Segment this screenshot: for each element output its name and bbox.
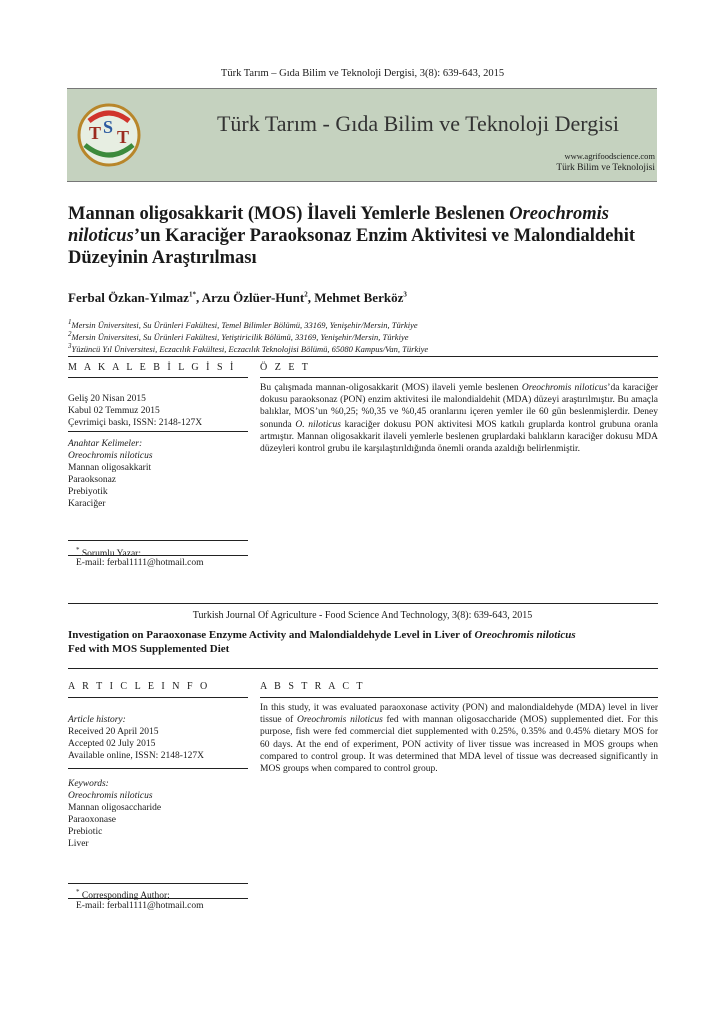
tr-abstract-species-short: O. niloticus: [295, 419, 341, 430]
author-1-sup: 1*: [188, 290, 196, 299]
tr-abstract-s1: Bu çalışmada mannan-oligosakkarit (MOS) ilaveli yemle beslenen: [260, 383, 522, 393]
en-info-heading: A R T I C L E I N F O: [68, 681, 210, 692]
en-abstract-s1: In this study, it was evaluated paraoxonase activity (PON) and malondialdehyde (MDA) level in liver tissue of: [260, 703, 658, 726]
en-keyword: Mannan oligosaccharide: [68, 803, 162, 813]
tr-abstract-text: [260, 382, 658, 455]
title-tr-part2: ’un Karaciğer Paraoksonaz Enzim Aktivitesi ve Malondialdehit Düzeyinin Araştırılması: [68, 226, 636, 268]
tr-keywords-label: Anahtar Kelimeler:: [68, 439, 143, 449]
running-head: Türk Tarım – Gıda Bilim ve Teknoloji Dergisi, 3(8): 639-643, 2015: [220, 68, 505, 79]
en-keywords: [68, 778, 253, 850]
tr-keyword: Karaciğer: [68, 499, 106, 509]
en-keyword: Oreochromis niloticus: [68, 791, 153, 801]
journal-url[interactable]: www.agrifoodscience.com: [564, 151, 655, 161]
en-keyword: Prebiotic: [68, 827, 103, 837]
affiliation-3-text: Yüzüncü Yıl Üniversitesi, Eczacılık Fakültesi, Eczacılık Teknolojisi Bölümü, 65080 Kampus/Van, Türkiye: [71, 343, 429, 354]
tr-info-heading: M A K A L E B İ L G İ S İ: [68, 362, 236, 373]
tr-abstract-heading: Ö Z E T: [260, 362, 311, 373]
journal-banner: [67, 88, 657, 182]
author-2: Arzu Özlüer-Hunt: [201, 290, 305, 305]
tr-accepted: Kabul 02 Temmuz 2015: [68, 406, 160, 416]
en-keyword: Paraoxonase: [68, 815, 117, 825]
tr-corr-email[interactable]: E-mail: ferbal1111@hotmail.com: [76, 558, 204, 568]
divider: [68, 555, 248, 556]
affiliation-2: [68, 330, 409, 342]
article-title-en: [68, 628, 658, 656]
divider: [68, 431, 248, 432]
journal-logo: [75, 101, 143, 169]
title-en-part1: Investigation on Paraoxonase Enzyme Activity and Malondialdehyde Level in Liver of: [68, 629, 475, 641]
logo-letter-t2: T: [117, 127, 130, 147]
tr-online: Çevrimiçi baskı, ISSN: 2148-127X: [68, 418, 203, 428]
title-tr-part1: Mannan oligosakkarit (MOS) İlaveli Yemlerle Beslenen: [68, 204, 510, 224]
en-corr-email[interactable]: E-mail: ferbal1111@hotmail.com: [76, 901, 204, 911]
affiliation-1: [68, 318, 418, 330]
en-accepted: Accepted 02 July 2015: [68, 739, 156, 749]
author-list: Ferbal Özkan-Yılmaz$^{1*}$, Arzu Özlüer-Hunt$^2$, Mehmet Berköz$^3$: [68, 290, 407, 305]
en-history-label: Article history:: [68, 715, 126, 725]
en-received: Received 20 April 2015: [68, 727, 159, 737]
tr-keyword: Mannan oligosakkarit: [68, 463, 152, 473]
divider: [68, 668, 658, 669]
divider: [68, 356, 658, 357]
affiliation-1-num: 1: [68, 318, 72, 326]
tr-keyword: Oreochromis niloticus: [68, 451, 153, 461]
divider: [68, 883, 248, 884]
tr-keywords: [68, 438, 253, 510]
affiliation-1-text: Mersin Üniversitesi, Su Ürünleri Fakültesi, Temel Bilimler Bölümü, 33169, Yenişehir/Mersin, Türkiye: [71, 319, 418, 330]
logo-letter-t1: T: [89, 123, 102, 143]
divider: [260, 697, 658, 698]
en-online: Available online, ISSN: 2148-127X: [68, 751, 204, 761]
divider: [68, 540, 248, 541]
journal-title: Türk Tarım - Gıda Bilim ve Teknoloji Dergisi: [216, 111, 619, 136]
tr-corr-label: Sorumlu Yazar:: [81, 549, 141, 560]
tr-abstract-s3: karaciğer dokusu PON aktivitesi MOS katkılı gruplarda kontrol grubuna oranla artmıştır. Mannan oligosakkarit ilaveli yemlerle beslenen gruplardaki balıkların karaciğer dokusu MDA düzeyleri kontrol grubu ile karşılaştırıldığında önemli oranda azaldığı belirlenmiştir.: [260, 419, 658, 455]
affiliation-3-num: 3: [68, 342, 72, 350]
tr-article-dates: [68, 393, 253, 429]
tr-abstract-species: Oreochromis niloticus: [521, 383, 608, 393]
divider: [260, 377, 658, 378]
affiliation-3: [68, 342, 428, 354]
article-title-tr: [68, 203, 658, 269]
divider: [68, 603, 658, 604]
tr-abstract-s2: ’da karaciğer dokusu paraoksonaz (PON) enzim aktivitesi ile malondialdehit (MDA) düzeyi araştırılmıştır. Bu amaçla balıklar, MOS’un %0,25; %0,35 ve %0,45 oranlarını içeren yemler ile 60 gün beslenmişlerdir. Deney sonunda: [260, 383, 659, 430]
running-head-en: Turkish Journal Of Agriculture - Food Science And Technology, 3(8): 639-643, 2015: [192, 610, 533, 621]
tr-corresponding: * Sorumlu Yazar:: [76, 546, 141, 560]
journal-publisher: Türk Bilim ve Teknolojisi: [556, 163, 655, 173]
title-en-part2: Fed with MOS Supplemented Diet: [68, 643, 230, 655]
title-en-species: Oreochromis niloticus: [474, 629, 576, 641]
affiliation-2-num: 2: [68, 330, 72, 338]
author-3: Mehmet Berköz: [314, 290, 404, 305]
tr-keyword: Paraoksonaz: [68, 475, 117, 485]
en-abstract-species: Oreochromis niloticus: [296, 715, 383, 726]
en-abstract-s2: fed with mannan oligosaccharide (MOS) supplemented diet. For this purpose, fish were fed commercial diet supplemented with 0.25%, 0.35% and 0.45% dietary MOS for 60 days. At the end of experiment, PON activity of liver tissue was increased in MOS groups when compared to control group. It was determined that MDA level of tissue was decreased significantly in MOS groups when compared to control group.: [260, 715, 659, 775]
author-3-sup: 3: [403, 290, 407, 299]
divider: [68, 898, 248, 899]
divider: [68, 697, 248, 698]
en-abstract-text: [260, 702, 658, 775]
en-keyword: Liver: [68, 839, 89, 849]
tr-received: Geliş 20 Nisan 2015: [68, 394, 146, 404]
en-keywords-label: Keywords:: [68, 779, 109, 789]
en-corr-label: Corresponding Author:: [81, 891, 170, 902]
affiliation-2-text: Mersin Üniversitesi, Su Ürünleri Fakültesi, Yetiştiricilik Bölümü, 33169, Yenişehir/Mersin, Türkiye: [71, 331, 409, 342]
en-article-history: [68, 714, 253, 762]
author-2-sup: 2: [304, 290, 308, 299]
en-corresponding: * Corresponding Author:: [76, 888, 170, 902]
tr-keyword: Prebiyotik: [68, 487, 108, 497]
logo-letter-s: S: [103, 117, 114, 137]
en-abstract-heading: A B S T R A C T: [260, 681, 366, 692]
author-1: Ferbal Özkan-Yılmaz: [68, 290, 189, 305]
divider: [68, 768, 248, 769]
divider: [68, 377, 248, 378]
title-tr-species: Oreochromis niloticus: [68, 204, 609, 246]
